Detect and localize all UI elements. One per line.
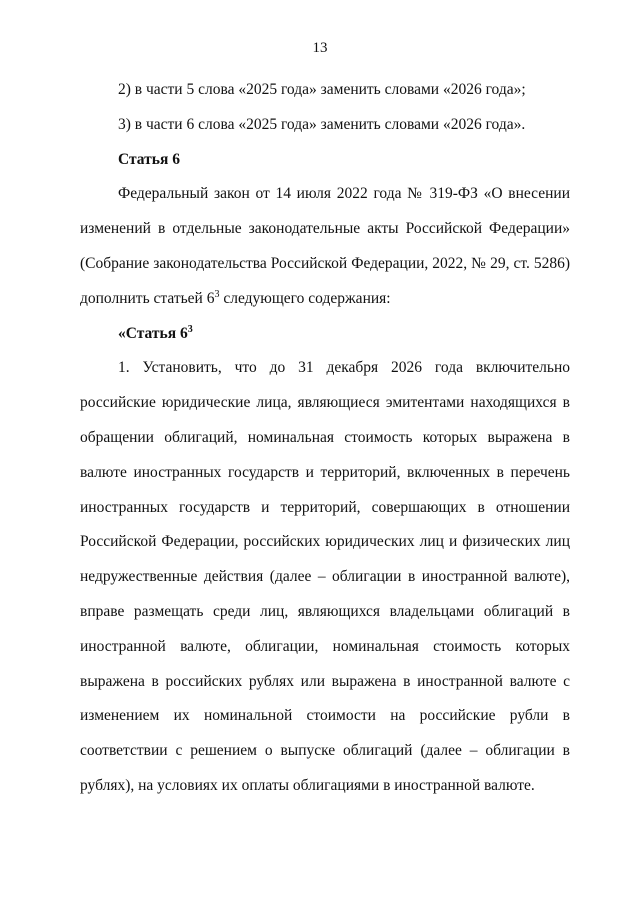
item-3: 3) в части 6 слова «2025 года» заменить словами «2026 года».	[118, 115, 526, 133]
document-body	[80, 73, 570, 804]
article-6-intro	[80, 177, 570, 316]
item-2: 2) в части 5 слова «2025 года» заменить словами «2026 года»;	[118, 81, 526, 98]
article-6-heading: Статья 6	[118, 150, 180, 168]
article-6-intro-tail: следующего содержания:	[219, 289, 391, 307]
page-number: 13	[312, 40, 328, 56]
article-6-3-heading-text: «Статья 6	[118, 324, 188, 342]
article-6-intro-text: Федеральный закон от 14 июля 2022 года № 319-ФЗ «О внесении изменений в отдельные законодательные акты Российской Федерации» (Собрание законодательства Российской Федерации, 2022, № 29, ст. 5286) дополнить статьей 6	[80, 185, 570, 307]
article-6-3-heading	[80, 317, 570, 352]
article-6-intro-superscript: 3	[214, 288, 220, 300]
article-6-3-heading-superscript: 3	[187, 323, 193, 335]
article-6-3-paragraph-1: 1. Установить, что до 31 декабря 2026 года включительно российские юридические лица, являющиеся эмитентами находящихся в обращении облигаций, номинальная стоимость которых выражена в валюте иностранных государств и территорий, включенных в перечень иностранных государств и территорий, совершающих в отношении Российской Федерации, российских юридических лиц и физических лиц недружественные действия (далее – облигации в иностранной валюте), вправе размещать среди лиц, являющихся владельцами облигаций в иностранной валюте, облигации, номинальная стоимость которых выражена в российских рублях или выражена в иностранной валюте с изменением их номинальной стоимости на российские рубли в соответствии с решением о выпуске облигаций (далее – облигации в рублях), на условиях их оплаты облигациями в иностранной валюте.	[80, 359, 570, 794]
